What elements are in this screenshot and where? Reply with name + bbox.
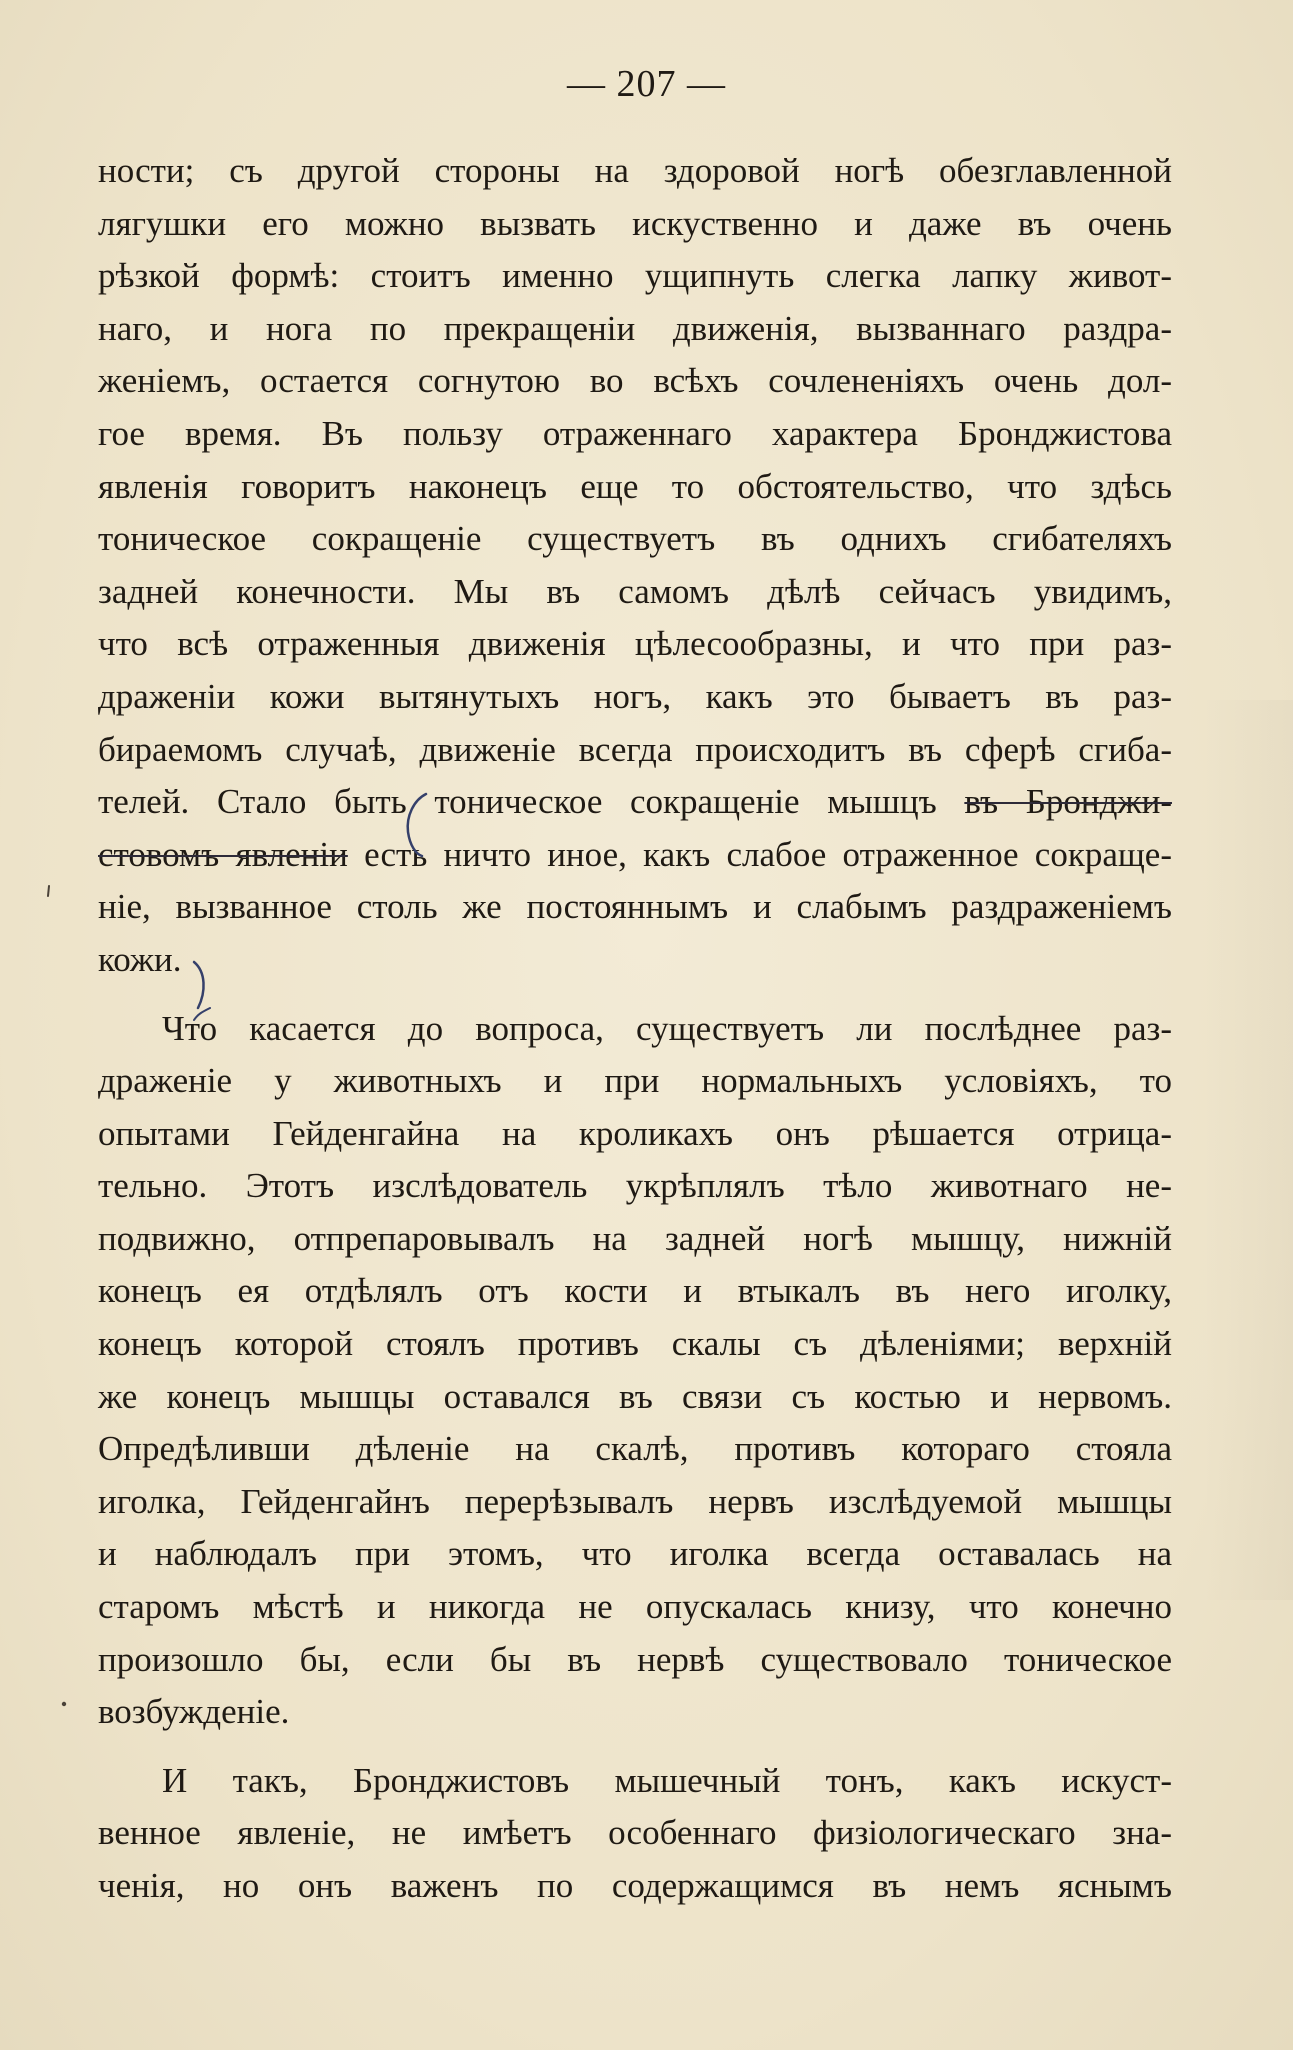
text-line (98, 829, 1172, 882)
text-line: рѣзкой формѣ: стоитъ именно ущипнуть слегка лапку живот- (98, 256, 1172, 296)
paragraph (98, 1003, 1172, 1739)
text-line: женіемъ, остается согнутою во всѣхъ сочлененіяхъ очень дол- (98, 361, 1172, 401)
text-line: конецъ которой стоялъ противъ скалы съ дѣленіями; верхній (98, 1324, 1172, 1364)
body-text (98, 145, 1172, 1913)
text-line: лягушки его можно вызвать искуственно и даже въ очень (98, 203, 1172, 243)
text-line: старомъ мѣстѣ и никогда не опускалась книзу, что конечно (98, 1587, 1172, 1627)
text-line: бираемомъ случаѣ, движеніе всегда происходитъ въ сферѣ сгиба- (98, 729, 1172, 769)
paragraph-gap (98, 1739, 1172, 1755)
text-line: задней конечности. Мы въ самомъ дѣлѣ сейчасъ увидимъ, (98, 571, 1172, 611)
text-line: конецъ ея отдѣлялъ отъ кости и втыкалъ въ него иголку, (98, 1271, 1172, 1311)
text-line: что всѣ отраженныя движенія цѣлесообразны, и что при раз- (98, 624, 1172, 664)
paragraph (98, 145, 1172, 987)
text-line: ніе, вызванное столь же постояннымъ и слабымъ раздраженіемъ (98, 887, 1172, 927)
text-line: произошло бы, если бы въ нервѣ существовало тоническое (98, 1639, 1172, 1679)
text-line: опытами Гейденгайна на кроликахъ онъ рѣшается отрица- (98, 1113, 1172, 1153)
paragraph (98, 1755, 1172, 1913)
text-line: ченія, но онъ важенъ по содержащимся въ немъ яснымъ (98, 1866, 1172, 1905)
text-line: и наблюдалъ при этомъ, что иголка всегда оставалась на (98, 1534, 1172, 1574)
text-line: драженіе у животныхъ и при нормальныхъ условіяхъ, то (98, 1061, 1172, 1101)
text-line: же конецъ мышцы оставался въ связи съ костью и нервомъ. (98, 1376, 1172, 1416)
text-segment: есть ничто иное, какъ слабое отраженное сокраще- (347, 834, 1172, 874)
text-line: тоническое сокращеніе существуетъ въ однихъ сгибателяхъ (98, 519, 1172, 559)
paragraph-gap (98, 987, 1172, 1003)
text-line: иголка, Гейденгайнъ перерѣзывалъ нервъ изслѣдуемой мышцы (98, 1481, 1172, 1521)
text-line: наго, и нога по прекращеніи движенія, вызваннаго раздра- (98, 308, 1172, 348)
text-line: возбужденіе. (98, 1692, 290, 1732)
paper-edge-shade (1203, 700, 1293, 1600)
text-line: И такъ, Бронджистовъ мышечный тонъ, какъ искуст- (162, 1760, 1172, 1800)
page-number: — 207 — (567, 63, 726, 105)
text-line: венное явленіе, не имѣетъ особеннаго физіологическаго зна- (98, 1813, 1172, 1853)
text-segment: телей. Стало быть тоническое сокращеніе мышцъ (98, 782, 965, 822)
margin-dot (44, 884, 54, 898)
struck-text: въ Бронджи- (964, 782, 1172, 822)
struck-text: стовомъ явленіи (98, 834, 348, 874)
text-line (98, 776, 1172, 829)
margin-dot (60, 1700, 68, 1708)
text-line: подвижно, отпрепаровывалъ на задней ногѣ мышцу, нижній (98, 1218, 1172, 1258)
text-line: Опредѣливши дѣленіе на скалѣ, противъ котораго стояла (98, 1429, 1172, 1469)
text-line: Что касается до вопроса, существуетъ ли послѣднее раз- (162, 1008, 1172, 1048)
text-line: гое время. Въ пользу отраженнаго характера Бронджистова (98, 413, 1172, 453)
text-line: ности; съ другой стороны на здоровой ногѣ обезглавленной (98, 151, 1172, 190)
text-line: кожи. (98, 939, 182, 979)
text-line: тельно. Этотъ изслѣдователь укрѣплялъ тѣло животнаго не- (98, 1166, 1172, 1206)
text-line: драженіи кожи вытянутыхъ ногъ, какъ это бываетъ въ раз- (98, 676, 1172, 716)
text-line: явленія говоритъ наконецъ еще то обстоятельство, что здѣсь (98, 466, 1172, 506)
